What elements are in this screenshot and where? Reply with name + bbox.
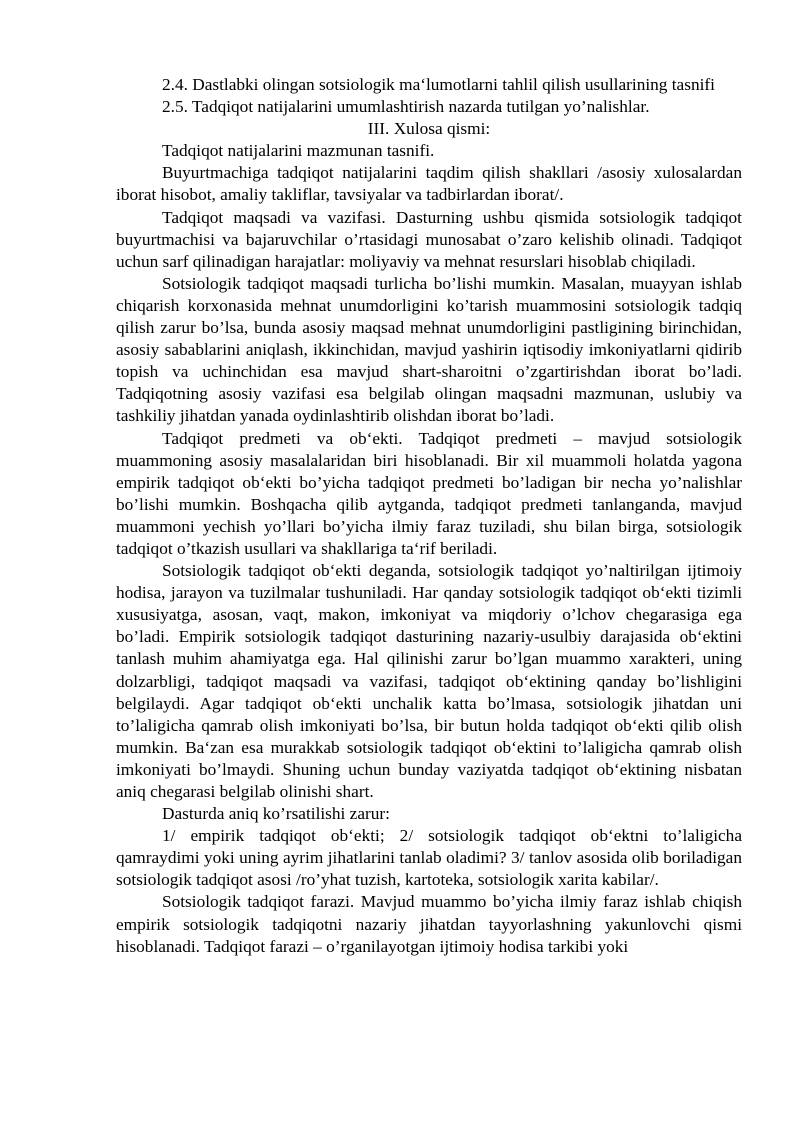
list-item-2-5: 2.5. Tadqiqot natijalarini umumlashtirish nazarda tutilgan yo’nalishlar. [162, 97, 650, 117]
paragraph: Tadqiqot predmeti va ob‘ekti. Tadqiqot predmeti – mavjud sotsiologik muammoning asosiy masalalaridan biri hisoblanadi. Bir xil muammoli holatda yagona empirik tadqiqot ob‘ekti bo’yicha tadqiqot predmeti bo’ladigan bir necha yo’nalishlar bo’lishi mumkin. Boshqacha qilib aytganda, tadqiqot predmeti tanlanganda, mavjud muammoni yechish yo’llari bo’yicha ilmiy faraz tuziladi, shu bilan birga, sotsiologik tadqiqot o’tkazish usullari va shakllariga ta‘rif beriladi. [116, 428, 742, 558]
paragraph: Tadqiqot maqsadi va vazifasi. Dasturning ushbu qismida sotsiologik tadqiqot buyurtmachisi va bajaruvchilar o’rtasidagi munosabat o’zaro kelishib olinadi. Tadqiqot uchun sarf qilinadigan harajatlar: moliyaviy va mehnat resurslari hisoblab chiqiladi. [116, 207, 742, 271]
section-heading-conclusion: III. Xulosa qismi: [367, 119, 491, 139]
paragraph: Tadqiqot natijalarini mazmunan tasnifi. [162, 141, 435, 161]
paragraph: Sotsiologik tadqiqot farazi. Mavjud muammo bo’yicha ilmiy faraz ishlab chiqish empirik sotsiologik tadqiqotni nazariy jihatdan tayyorlashning yakunlovchi qismi hisoblanadi. Tadqiqot farazi – o’rganilayotgan ijtimoiy hodisa tarkibi yoki [116, 892, 742, 956]
document-page [116, 74, 742, 958]
paragraph: Sotsiologik tadqiqot maqsadi turlicha bo’lishi mumkin. Masalan, muayyan ishlab chiqarish korxonasida mehnat unumdorligini ko’tarish muammosini sotsiologik tadqiq qilish zarur bo’lsa, bunda asosiy maqsad mehnat unumdorligini pastligining birinchidan, asosiy sabablarini aniqlash, ikkinchidan, mavjud yashirin iqtisodiy imkoniyatlarni qidirib topish va uchinchidan esa mavjud shart-sharoitni o’zgartirishdan iborat bo’ladi. Tadqiqotning asosiy vazifasi esa belgilab olingan maqsadni mazmunan, uslubiy va tashkiliy jihatdan yanada oydinlashtirib olishdan iborat bo’ladi. [116, 273, 742, 426]
paragraph: Dasturda aniq ko’rsatilishi zarur: [162, 804, 390, 824]
paragraph: 1/ empirik tadqiqot ob‘ekti; 2/ sotsiologik tadqiqot ob‘ektni to’laligicha qamraydimi yoki uning ayrim jihatlarini tanlab oladimi? 3/ tanlov asosida olib boriladigan sotsiologik tadqiqot asosi /ro’yhat tuzish, kartoteka, sotsiologik xarita kabilar/. [116, 826, 742, 890]
paragraph: Sotsiologik tadqiqot ob‘ekti deganda, sotsiologik tadqiqot yo’naltirilgan ijtimoiy hodisa, jarayon va tuzilmalar tushuniladi. Har qanday sotsiologik tadqiqot ob‘ekti tizimli xususiyatga, asosan, vaqt, makon, imkoniyat va miqdoriy o’lchov chegarasiga ega bo’ladi. Empirik sotsiologik tadqiqot dasturining nazariy-usulbiy darajasida ob‘ektini tanlash muhim ahamiyatga ega. Hal qilinishi zarur bo’lgan muammo xarakteri, uning dolzarbligi, tadqiqot maqsadi va vazifasi, tadqiqot ob‘ektining qanday bo’lishligini belgilaydi. Agar tadqiqot ob‘ekti unchalik katta bo’lmasa, sotsiologik jihatdan uni to’laligicha qamrab olish imkoniyati bo’lsa, bir butun holda tadqiqot ob‘ekti qilib olish mumkin. Ba‘zan esa murakkab sotsiologik tadqiqot ob‘ektini to’laligicha qamrab olish imkoniyati bo’lmaydi. Shuning uchun bunday vaziyatda tadqiqot ob‘ektining nisbatan aniq chegarasi belgilab olinishi shart. [116, 561, 742, 801]
paragraph: Buyurtmachiga tadqiqot natijalarini taqdim qilish shakllari /asosiy xulosalardan iborat hisobot, amaliy takliflar, tavsiyalar va tadbirlardan iborat/. [116, 163, 742, 205]
list-item-2-4: 2.4. Dastlabki olingan sotsiologik ma‘lumotlarni tahlil qilish usullarining tasnifi [162, 75, 715, 94]
